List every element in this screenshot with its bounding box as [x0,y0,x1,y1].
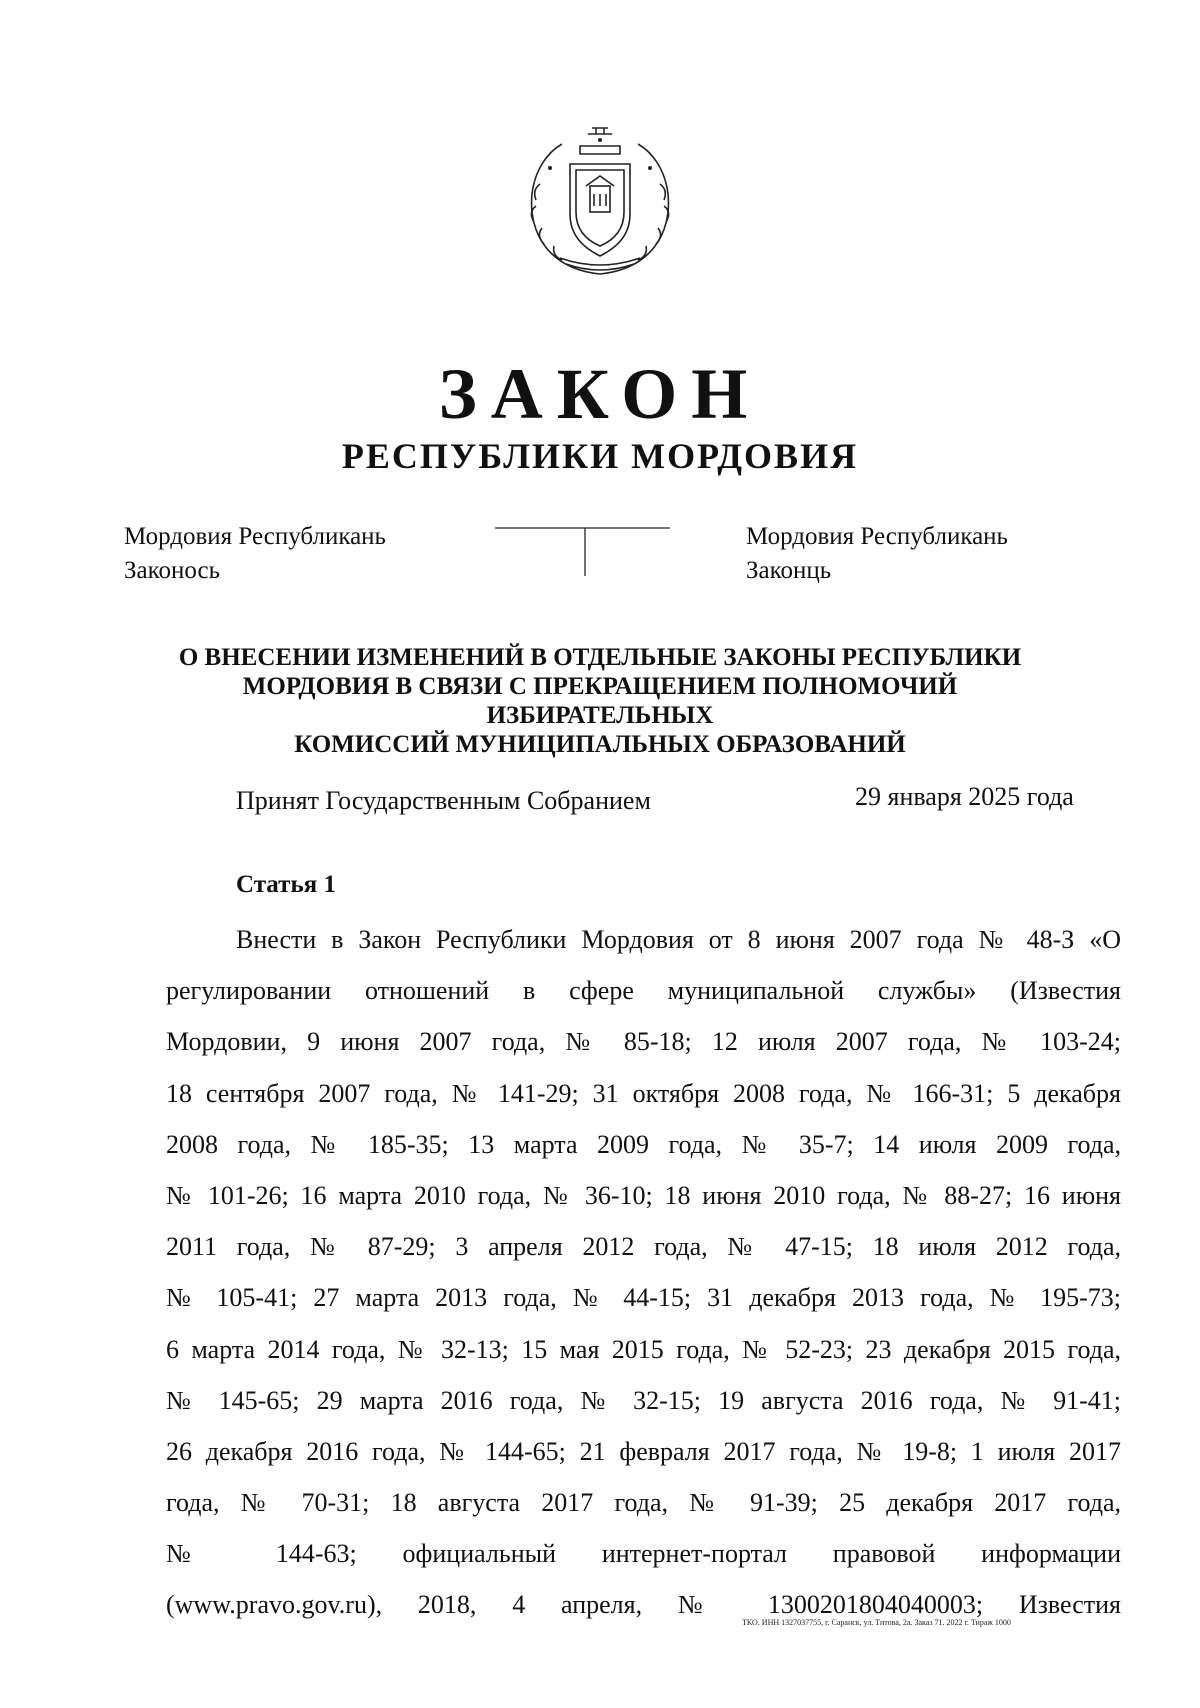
printing-imprint: ТКО. ИНН 1327037755, г. Саранск, ул. Титова, 2а. Заказ 71. 2022 г. Тираж 1000 [742,1618,1011,1627]
law-title: ЗАКОН [438,354,762,434]
translation-left-line2: Законось [124,557,220,584]
article-line: 6 марта 2014 года, № 32-13; 15 мая 2015 года, № 52-23; 23 декабря 2015 года, [166,1334,1121,1364]
article-line: № 144-63; официальный интернет-портал правовой информации [166,1539,1121,1569]
document-title-line1: О ВНЕСЕНИИ ИЗМЕНЕНИЙ В ОТДЕЛЬНЫЕ ЗАКОНЫ РЕСПУБЛИКИ [178,644,1022,671]
translation-right-line1: Мордовия Республикань [746,523,1008,550]
document-title-line2: МОРДОВИЯ В СВЯЗИ С ПРЕКРАЩЕНИЕМ ПОЛНОМОЧИЙ ИЗБИРАТЕЛЬНЫХ [242,673,958,729]
article-line: Внести в Закон Республики Мордовия от 8 июня 2007 года № 48-З «О [236,925,1121,954]
article-body [166,914,1121,1631]
article-heading: Статья 1 [236,871,336,898]
article-line: года, № 70-31; 18 августа 2017 года, № 91-39; 25 декабря 2017 года, [166,1488,1121,1518]
article-line: 18 сентября 2007 года, № 141-29; 31 октября 2008 года, № 166-31; 5 декабря [166,1078,1121,1108]
adoption-date: 29 января 2025 года [855,782,1074,811]
header-separator [495,526,670,578]
article-line: 26 декабря 2016 года, № 144-65; 21 февраля 2017 года, № 19-8; 1 июля 2017 [166,1436,1121,1466]
article-line: регулировании отношений в сфере муниципальной службы» (Известия [166,976,1121,1006]
document-title [150,643,1050,759]
article-line: № 145-65; 29 марта 2016 года, № 32-15; 19 августа 2016 года, № 91-41; [166,1385,1121,1415]
translation-left-line1: Мордовия Республикань [124,523,386,550]
translation-left [124,520,386,588]
law-subtitle: РЕСПУБЛИКИ МОРДОВИЯ [341,436,859,476]
adoption-label: Принят Государственным Собранием [236,786,651,815]
article-line: Мордовии, 9 июня 2007 года, № 85-18; 12 июля 2007 года, № 103-24; [166,1027,1121,1057]
article-line: 2011 года, № 87-29; 3 апреля 2012 года, № 47-15; 18 июля 2012 года, [166,1232,1121,1262]
article-line: № 105-41; 27 марта 2013 года, № 44-15; 31 декабря 2013 года, № 195-73; [166,1283,1121,1313]
translation-right-line2: Законць [746,557,832,584]
translation-right [746,520,1008,588]
article-line: (www.pravo.gov.ru), 2018, 4 апреля, № 1300201804040003; Известия [166,1590,1121,1620]
document-title-line3: КОМИССИЙ МУНИЦИПАЛЬНЫХ ОБРАЗОВАНИЙ [294,731,906,758]
republic-of-mordovia-coat-of-arms-icon [510,124,690,284]
article-line: № 101-26; 16 марта 2010 года, № 36-10; 18 июня 2010 года, № 88-27; 16 июня [166,1180,1121,1210]
article-line: 2008 года, № 185-35; 13 марта 2009 года, № 35-7; 14 июля 2009 года, [166,1129,1121,1159]
